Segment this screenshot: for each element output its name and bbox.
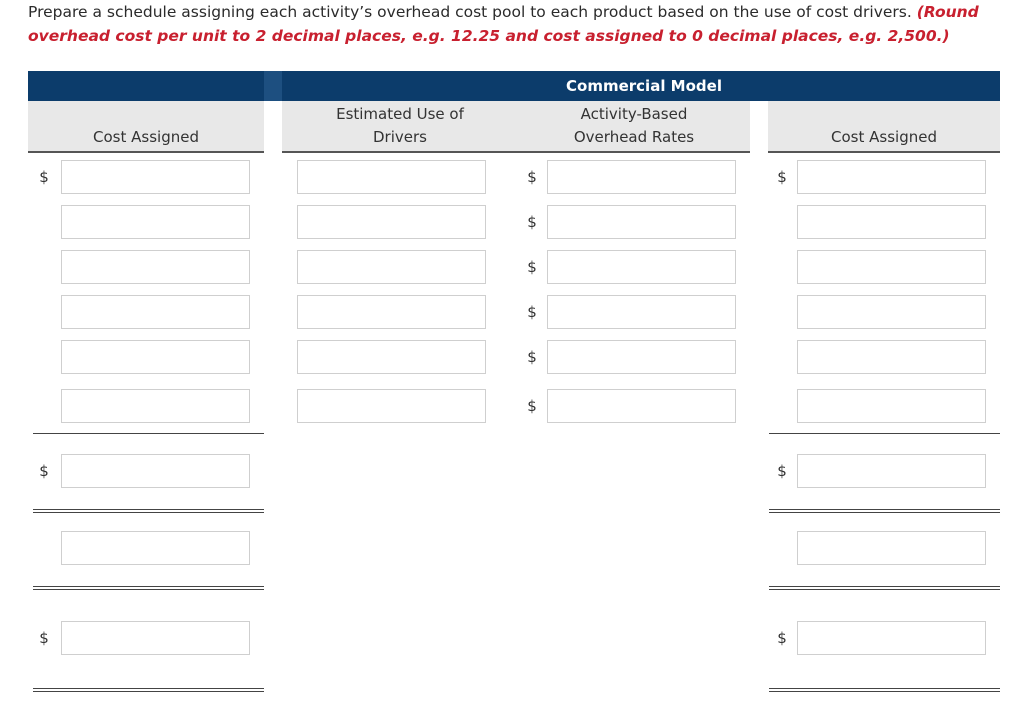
total-cost-assigned-left[interactable] — [61, 454, 250, 488]
abc-rate-row-6[interactable] — [547, 389, 736, 423]
dollar-sign: $ — [777, 629, 787, 647]
col-header-label: Drivers — [373, 128, 427, 146]
abc-rate-row-4[interactable] — [547, 295, 736, 329]
per-unit-double-rule-right — [769, 688, 1000, 692]
cost-assigned-right-row-1[interactable] — [797, 160, 986, 194]
cost-assigned-left-row-4[interactable] — [61, 295, 250, 329]
cost-assigned-right-row-3[interactable] — [797, 250, 986, 284]
instructions — [28, 0, 1018, 48]
units-produced-right[interactable] — [797, 531, 986, 565]
cost-assigned-right-row-2[interactable] — [797, 205, 986, 239]
table-header-band — [28, 71, 1000, 101]
subtotal-rule-right — [769, 433, 1000, 434]
dollar-sign: $ — [777, 168, 787, 186]
dollar-sign: $ — [527, 168, 537, 186]
rounding-note: (Round overhead cost per unit to 2 decimal places, e.g. 12.25 and cost assigned to 0 decimal places, e.g. 2,500.) — [28, 3, 979, 45]
dollar-sign: $ — [527, 397, 537, 415]
estimated-use-row-6[interactable] — [297, 389, 486, 423]
col-header-label: Estimated Use of — [336, 105, 464, 123]
cost-assigned-right-row-6[interactable] — [797, 389, 986, 423]
abc-rate-row-5[interactable] — [547, 340, 736, 374]
dollar-sign: $ — [777, 462, 787, 480]
dollar-sign: $ — [527, 348, 537, 366]
estimated-use-row-2[interactable] — [297, 205, 486, 239]
col-header-label: Cost Assigned — [93, 128, 199, 146]
estimated-use-row-3[interactable] — [297, 250, 486, 284]
dollar-sign: $ — [39, 168, 49, 186]
header-separator — [264, 101, 282, 153]
dollar-sign: $ — [527, 303, 537, 321]
abc-rate-row-2[interactable] — [547, 205, 736, 239]
cost-assigned-right-row-4[interactable] — [797, 295, 986, 329]
abc-rate-row-3[interactable] — [547, 250, 736, 284]
abc-rate-row-1[interactable] — [547, 160, 736, 194]
col-header-abc-rates — [518, 101, 750, 153]
overhead-per-unit-left[interactable] — [61, 621, 250, 655]
dollar-sign: $ — [39, 629, 49, 647]
col-header-label: Overhead Rates — [573, 128, 695, 146]
cost-assigned-left-row-6[interactable] — [61, 389, 250, 423]
total-double-rule-left — [33, 509, 264, 513]
cost-assigned-left-row-1[interactable] — [61, 160, 250, 194]
header-separator — [750, 101, 768, 153]
col-header-estimated-use — [282, 101, 518, 153]
instructions-text: Prepare a schedule assigning each activity’s overhead cost pool to each product based on the use of cost drivers. — [28, 3, 917, 21]
cost-assigned-right-row-5[interactable] — [797, 340, 986, 374]
header-band-divider — [264, 71, 282, 101]
total-double-rule-right — [769, 509, 1000, 513]
subtotal-rule-left — [33, 433, 264, 434]
units-produced-left[interactable] — [61, 531, 250, 565]
col-header-label: Activity-Based — [580, 105, 688, 123]
per-unit-double-rule-left — [33, 688, 264, 692]
dollar-sign: $ — [39, 462, 49, 480]
estimated-use-row-4[interactable] — [297, 295, 486, 329]
product-title: Commercial Model — [566, 77, 722, 95]
overhead-per-unit-right[interactable] — [797, 621, 986, 655]
cost-assigned-left-row-5[interactable] — [61, 340, 250, 374]
dollar-sign: $ — [527, 258, 537, 276]
total-cost-assigned-right[interactable] — [797, 454, 986, 488]
estimated-use-row-1[interactable] — [297, 160, 486, 194]
cost-assigned-left-row-3[interactable] — [61, 250, 250, 284]
units-double-rule-left — [33, 586, 264, 590]
col-header-label: Cost Assigned — [831, 128, 937, 146]
cost-assigned-left-row-2[interactable] — [61, 205, 250, 239]
col-header-cost-assigned-right — [768, 101, 1000, 153]
dollar-sign: $ — [527, 213, 537, 231]
col-header-cost-assigned-left — [28, 101, 264, 153]
units-double-rule-right — [769, 586, 1000, 590]
estimated-use-row-5[interactable] — [297, 340, 486, 374]
